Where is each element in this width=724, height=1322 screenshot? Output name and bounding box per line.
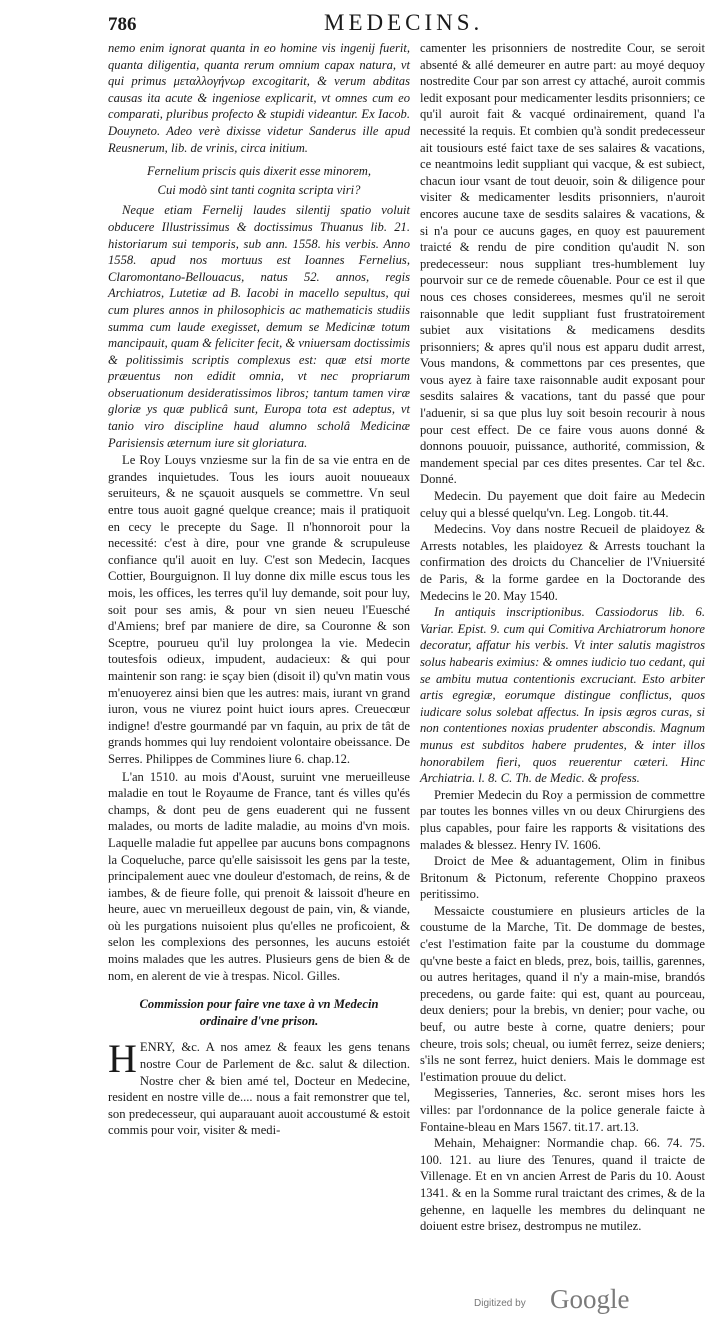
- paragraph-messaicte: Messaicte coustumiere en plusieurs articles de la coustume de la Marche, Tit. De dommage de bestes, c'est l'estimation faite par la coustume du dommage qu'vne beste a faict en bleds, prez, bois, taillis, garennes, ou autres heritages, quand il n'y a main-mise, brandós precedens, ou garde faite: qui est, quant au pourceau, deux deniers; pour la brebis, vn denier; pour vache, ou beuf, ou autre beste à corne, quatre deniers; pour cheure, trois sols; cheual, ou iumêt ferrez, seize deniers; s'ils ne sont ferrez, huict deniers. Mais le dommage est l'estimation prouue du delict.: [420, 903, 705, 1084]
- paragraph-medecin-payment: Medecin. Du payement que doit faire au Medecin celuy qui a blessé quelqu'vn. Leg. Longob. tit.44.: [420, 489, 705, 520]
- paragraph-thuanus: Neque etiam Fernelij laudes silentij spatio voluit obducere Illustrissimus & doctissimus Thuanus lib. 21. historiarum sui temporis, sub ann. 1558. his verbis. Anno 1558. apud nos mortuus est Ioannes Fernelius, Claromontano-Bellouacus, natus 52. annos, regis Archiatros, Lutetiæ ad B. Iacobi in macello sepultus, qui cum plures annos in philosophicis ac mathematicis studiis summa cum laude exegisset, demum se Medicinæ totum mancipauit, quam & feliciter fecit, & vniuersam doctissimis & politissimis scriptis complexus est: quæ etsi morte præuentus non edidit omnia, vt nec propriarum obseruationum desideratissimos libros; tantum tamen viræ gloriæ ys quæ publicâ sunt, Europa tota est adeptus, vt tanio viro discipline haud alumno scholâ Medicinæ Parisiensis æternum iure sit gloriatura.: [108, 203, 410, 450]
- google-logo: Google: [550, 1284, 630, 1314]
- verse-line-1: Fernelium priscis quis dixerit esse minorem,: [146, 164, 372, 179]
- paragraph-mehain: Mehain, Mehaigner: Normandie chap. 66. 74. 75. 100. 121. au liure des Tenures, quand il traicte de Villenage. Et en vn ancien Arrest de Paris du 10. Aoust 1341. & en la Somme rural traictant des crimes, & de la gehenne, en laquelle les membres du delinquant ne doiuent estre brisez, destrompus ne mutilez.: [420, 1136, 705, 1234]
- drop-cap-letter: H: [108, 1036, 137, 1082]
- paragraph-droict-mee: Droict de Mee & aduantagement, Olim in finibus Britonum & Pictonum, referente Choppino praxeos peritissimo.: [420, 854, 705, 902]
- running-header: [108, 10, 704, 38]
- digitized-watermark: [474, 1284, 714, 1314]
- paragraph-megisseries: Megisseries, Tanneries, &c. seront mises hors les villes: par l'ordonnance de la police generale faicte à Fontaine-bleau en Mars 1567. tit.17. art.13.: [420, 1086, 705, 1134]
- paragraph-latin-fernel-praise: nemo enim ignorat quanta in eo homine vis ingenij fuerit, quanta diligentia, quanta rerum omnium capax natura, vt qui primus μεταλλογήνωρ excogitarit, & verum abditas causas ita acute & ingeniose explicarit, vt omnes cum eo comparati, pluribus profecto & stupidi videantur. Ex Iacob. Douyneto. Adeo verè dixisse videtur Sanderus ille apud Reusnerum, lib. de vrinis, circa initium.: [108, 41, 410, 155]
- commission-text: ENRY, &c. A nos amez & feaux les gens tenans nostre Cour de Parlement de &c. salut & dilection. Nostre cher & bien amé tel, Docteur en Medecine, resident en nostre ville de.... nous a fait remonstrer que tel, son predecesseur, qui auparauant auoit accoustumé & estoit commis pour voir, visiter & medi-: [108, 1040, 410, 1138]
- paragraph-cassiodorus: In antiquis inscriptionibus. Cassiodorus lib. 6. Variar. Epist. 9. cum qui Comitiva Archiatrorum honore decoratur, affatur his verbis. Vt inter salutis magistros solus habearis eximius: & omnes iudicio tuo cedant, qui se ambitu mutua contentionis excruciant. Esto arbiter artis egregiæ, eorumque distingue conflictus, quos iudicare solus solebat affectus. In ipsis ægros curas, si non contentiones noxias prudenter abscondis. Magnum munus est subditos habere prudentes, & inter illos honorabilem fieri, quos reuerentur cæteri. Hinc Archiatria. l. 8. C. Th. de Medic. & profess.: [420, 605, 705, 786]
- paragraph-commission-continued: camenter les prisonniers de nostredite Cour, se seroit absenté & allé demeurer en autre part: au moyé dequoy nostredite Cour par son arrest cy attaché, auroit commis ledit exposant pour medicamenter lesdits prisonniers; ce qu'il auroit fait & vacqué ordinairement, quand l'a necessité la requis. Et combien qu'à sondit predecesseur ait tousiours esté faict taxe de ses salaires & vacations, ce neantmoins ledit suppliant qui vacque, & est subiect, chacun iour vsant de tout deuoir, soin & diligence pour visiter & medicamenter lesdits prisonniers, n'auroit encores aucune taxe de sesdits salaires & vacations, & si n'a pour ce aucuns gages, en quoy est pauurement traicté & rendu de pire condition qu'audit N. son predecesseur: nous suppliant tres-humblement luy pourvoir sur ce de remede côuenable. Pour ce est il que nous ces choses considerees, mesmes qu'il ne seroit raisonnable que ledit suppliant fust frustratoirement subiet aux visitations & medicamens desdits prisonniers; & apres qu'il nous est apparu dudit arrest, Vous mandons, & commettons par ces presentes, que vous ayez à faire taxe raisonnable audit exposant pour sesdits salaires & vacations, tant du passé que pour l'aduenir, si sa que plus luy soit besoin recourir à nous pour cest effect. De ce faire vous auons donné & donnons pouuoir, puissance, authorité, commission, & mandement special par ces dites presentes. Car tel &c. Donné.: [420, 41, 705, 487]
- left-column: [108, 40, 410, 1139]
- section-heading-commission: Commission pour faire vne taxe à vn Medecin ordinaire d'vne prison.: [139, 997, 379, 1028]
- digitized-by-label: Digitized by: [474, 1298, 526, 1309]
- verse-line-2: Cui modò sint tanti cognita scripta viri?: [157, 182, 361, 197]
- paragraph-premier-medecin: Premier Medecin du Roy a permission de commettre par toutes les bonnes villes vn ou deux Chirurgiens des plus capables, pour faire les rapports & visitations des malades & blessez. Henry IV. 1606.: [420, 787, 705, 852]
- page-title: MEDECINS.: [324, 10, 484, 35]
- paragraph-commission-letter: [108, 1036, 410, 1139]
- paragraph-medecins-recueil: Medecins. Voy dans nostre Recueil de plaidoyez & Arrests notables, les plaidoyez & Arrests touchant la confirmation des droicts du Chancelier de l'Vniuersité de Paris, & la forme gardee en la Doctorande des Medecins le 20. May 1540.: [420, 522, 705, 603]
- paragraph-coqueluche: L'an 1510. au mois d'Aoust, suruint vne merueilleuse maladie en tout le Royaume de France, tant és villes qu'és champs, & dont peu de gens euaderent qui ne fussent malades, ou morts de ladite maladie, au moins d'vn mois. Laquelle maladie fut appellee par aucuns bons compagnons la Coqueluche, parce qu'elle saisissoit les gens par la teste, principalement auec vne douleur d'estomach, de reins, & de iambes, & de fieure folle, qui prenoit & laissoit d'heure en heure, auec vn merueilleux degoust de pain, vin, & viande, où les purgations nuisoient plus qu'elles ne proficoient, & selon les complexions des personnes, les aucuns estoiét moins malades que les autres. Plusieurs gens de bien & de nom, en alerent de vie à trespas. Nicol. Gilles.: [108, 769, 410, 983]
- paragraph-louis-xi: Le Roy Louys vnziesme sur la fin de sa vie entra en de grandes inquietudes. Tous les iours auoit nouueaux seruiteurs, & ne sçauoit ausquels se commettre. Vn seul entre tous auoit gagné quelque creance; mais il pratiquoit en cecy le precepte du Sage. Il n'honnoroit pour la necessité: c'est à dire, pour vne grande & scrupuleuse confiance qu'il auoit en luy. C'est son Medecin, Iacques Cottier, Bourguignon. Il luy donne dix mille escus tous les mois, les offices, les terres qu'il luy demande, soit pour luy, soit pour ses amis, & pour vn sien neueu l'Euesché d'Amiens; bref par maniere de dire, sa Couronne & son Sceptre, pourueu qu'il luy prolongea la vie. Medecin toutesfois odieux, impudent, audacieux: & qui pour maintenir son rang: ie sçay bien (disoit il) qu'vn matin vous m'enuoyerez ainsi bien que les autres: mais, iurant vn grand iuron, vous ne viurez point huict iours apres. Creuecœur indigne! d'estre gourmandé par vn faquin, au prix de tât de grands hommes qui luy rendoient volontaire obeissance. De Serres. Philippes de Commines liure 6. chap.12.: [108, 453, 410, 766]
- page-number: 786: [108, 14, 137, 35]
- right-column: [420, 40, 705, 1235]
